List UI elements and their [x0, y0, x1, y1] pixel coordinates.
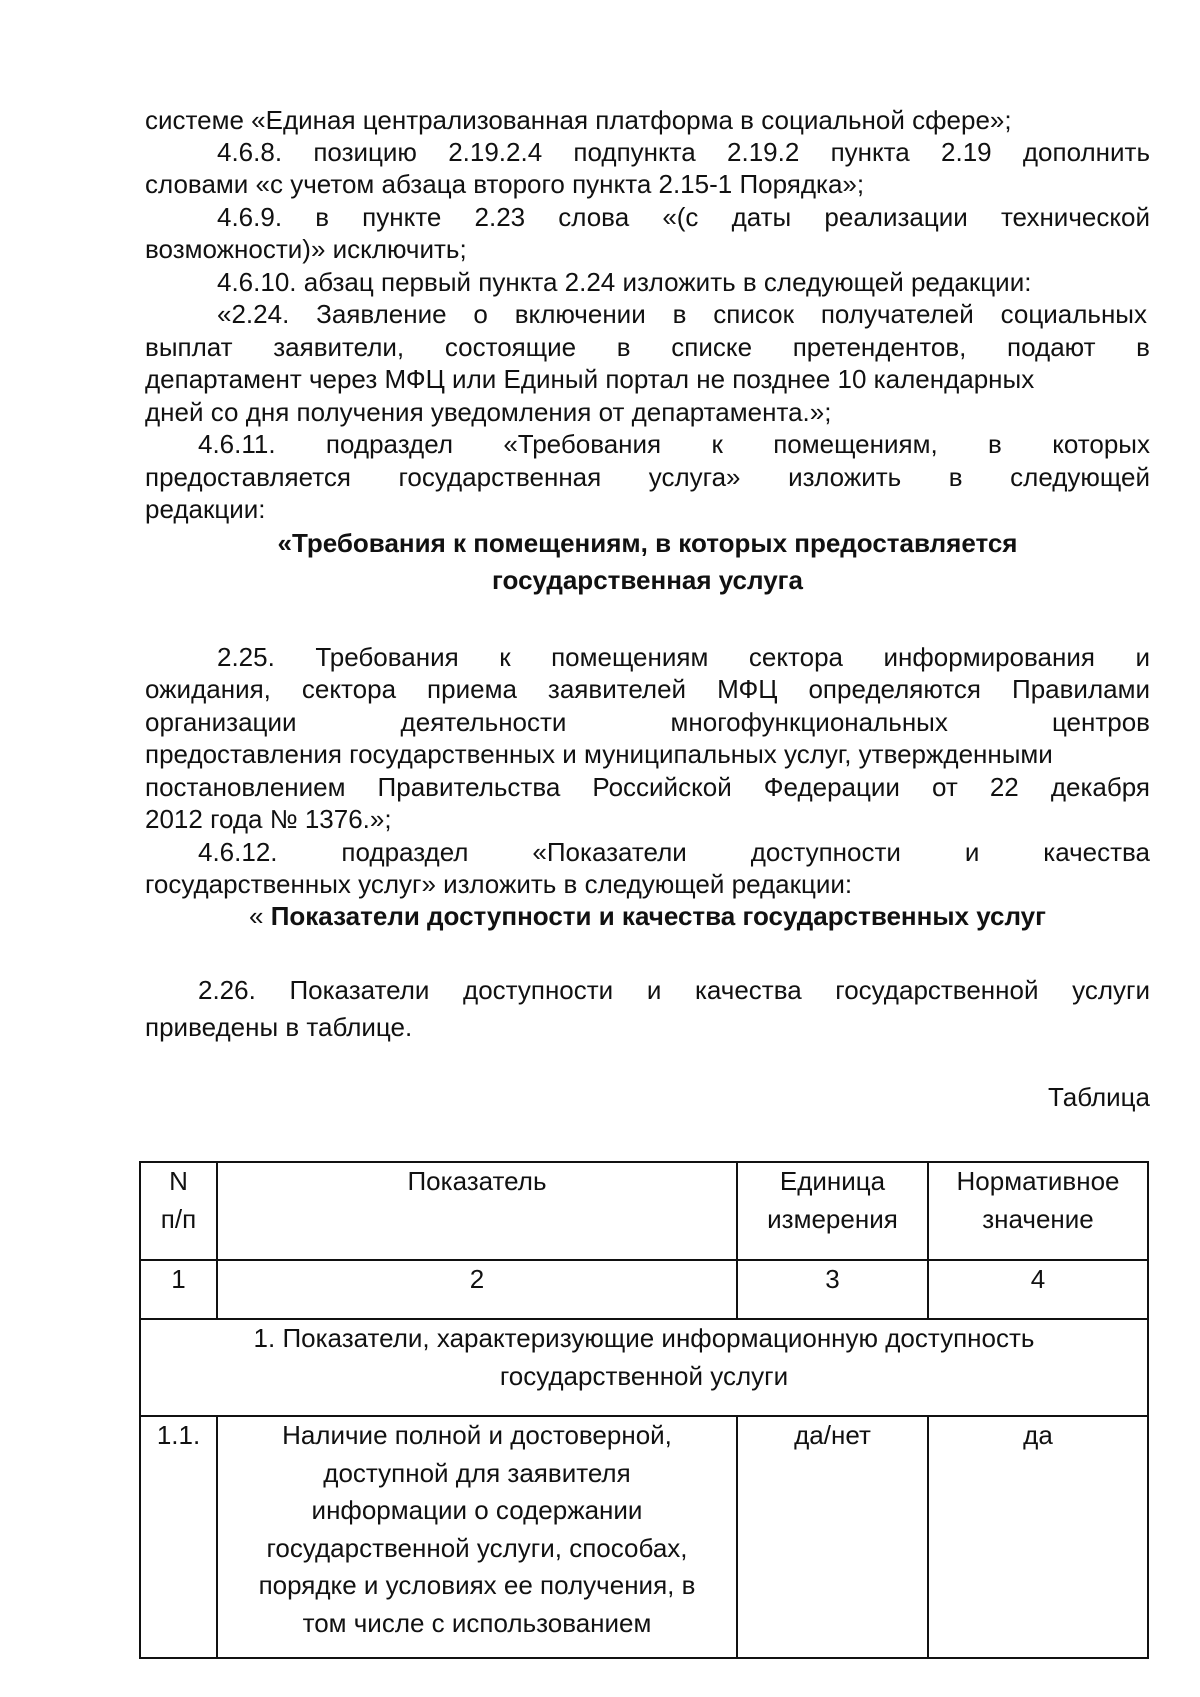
table-row [140, 1416, 1148, 1658]
header-number-line-2: п/п [160, 1203, 197, 1234]
table-column-number-row [140, 1260, 1148, 1319]
paragraph-2-25-line-2: ожидания, сектора приема заявителей МФЦ определяются Правилами [145, 674, 1150, 704]
header-indicator [217, 1162, 737, 1260]
header-number-line-1: N [169, 1166, 188, 1196]
row-indicator-line-2: доступной для заявителя [323, 1457, 631, 1488]
table-caption: Таблица [1048, 1082, 1150, 1112]
column-number-4: 4 [928, 1260, 1148, 1319]
quote-2-24-line-4: дней со дня получения уведомления от департамента.»; [145, 397, 832, 427]
header-indicator-text: Показатель [407, 1166, 547, 1196]
quote-2-24-line-1: «2.24. Заявление о включении в список получателей социальных [217, 299, 1147, 329]
header-number [140, 1162, 217, 1260]
paragraph-2-25-line-4: предоставления государственных и муниципальных услуг, утвержденными [145, 739, 1053, 769]
table-section-row [140, 1319, 1148, 1416]
section-title-line-1: 1. Показатели, характеризующие информационную доступность [253, 1323, 1035, 1353]
header-norm [928, 1162, 1148, 1260]
table-header-row [140, 1162, 1148, 1260]
header-unit-line-1: Единица [779, 1166, 886, 1196]
row-indicator-line-1: Наличие полной и достоверной, [282, 1420, 672, 1450]
heading-indicators-text: Показатели доступности и качества государственных услуг [270, 901, 1046, 931]
header-unit-line-2: измерения [767, 1203, 898, 1234]
paragraph-2-25-line-3: организации деятельности многофункциональных центров [145, 707, 1150, 737]
section-title [140, 1319, 1148, 1416]
paragraph-2-25-line-5: постановлением Правительства Российской Федерации от 22 декабря [145, 772, 1150, 802]
section-title-line-2: государственной услуги [499, 1360, 789, 1391]
paragraph-continuation: системе «Единая централизованная платформа в социальной сфере»; [145, 105, 1012, 135]
row-indicator-line-6: том числе с использованием [302, 1607, 652, 1638]
row-indicator [217, 1416, 737, 1658]
row-norm: да [928, 1416, 1148, 1658]
quote-2-24-line-2: выплат заявители, состоящие в списке претендентов, подают в [145, 332, 1150, 362]
paragraph-2-25-line-1: 2.25. Требования к помещениям сектора информирования и [217, 642, 1150, 672]
paragraph-2-26-line-1: 2.26. Показатели доступности и качества государственной услуги [198, 975, 1150, 1005]
row-indicator-line-3: информации о содержании [311, 1495, 643, 1525]
item-4-6-12-line-1: 4.6.12. подраздел «Показатели доступности и качества [198, 837, 1150, 867]
item-4-6-11-line-2: предоставляется государственная услуга» изложить в следующей [145, 462, 1150, 492]
header-norm-line-2: значение [982, 1203, 1094, 1234]
heading-indicators-quote: « [249, 901, 271, 931]
quote-2-24-line-3: департамент через МФЦ или Единый портал не позднее 10 календарных [145, 364, 1035, 394]
heading-indicators [145, 900, 1150, 933]
row-number: 1.1. [140, 1416, 217, 1658]
heading-premises-line-2: государственная услуга [492, 565, 803, 595]
item-4-6-9-line-2: возможности)» исключить; [145, 234, 467, 264]
column-number-3: 3 [737, 1260, 928, 1319]
item-4-6-12-line-2: государственных услуг» изложить в следующей редакции: [145, 869, 853, 899]
item-4-6-8-line-1: 4.6.8. позицию 2.19.2.4 подпункта 2.19.2 пункта 2.19 дополнить [217, 137, 1150, 167]
indicators-table [139, 1161, 1149, 1659]
paragraph-2-25-line-6: 2012 года № 1376.»; [145, 804, 392, 834]
item-4-6-10: 4.6.10. абзац первый пункта 2.24 изложить в следующей редакции: [217, 267, 1032, 297]
header-unit [737, 1162, 928, 1260]
row-unit: да/нет [737, 1416, 928, 1658]
heading-premises-line-1: «Требования к помещениям, в которых предоставляется [277, 528, 1018, 558]
item-4-6-9-line-1: 4.6.9. в пункте 2.23 слова «(с даты реализации технической [217, 202, 1150, 232]
row-indicator-line-5: порядке и условиях ее получения, в [258, 1570, 696, 1600]
row-indicator-line-4: государственной услуги, способах, [266, 1532, 688, 1563]
column-number-2: 2 [217, 1260, 737, 1319]
item-4-6-11-line-3: редакции: [145, 494, 266, 524]
header-norm-line-1: Нормативное [956, 1166, 1120, 1196]
item-4-6-8-line-2: словами «с учетом абзаца второго пункта 2.15-1 Порядка»; [145, 169, 865, 199]
paragraph-2-26-line-2: приведены в таблице. [145, 1012, 413, 1042]
item-4-6-11-line-1: 4.6.11. подраздел «Требования к помещениям, в которых [198, 429, 1150, 459]
column-number-1: 1 [140, 1260, 217, 1319]
